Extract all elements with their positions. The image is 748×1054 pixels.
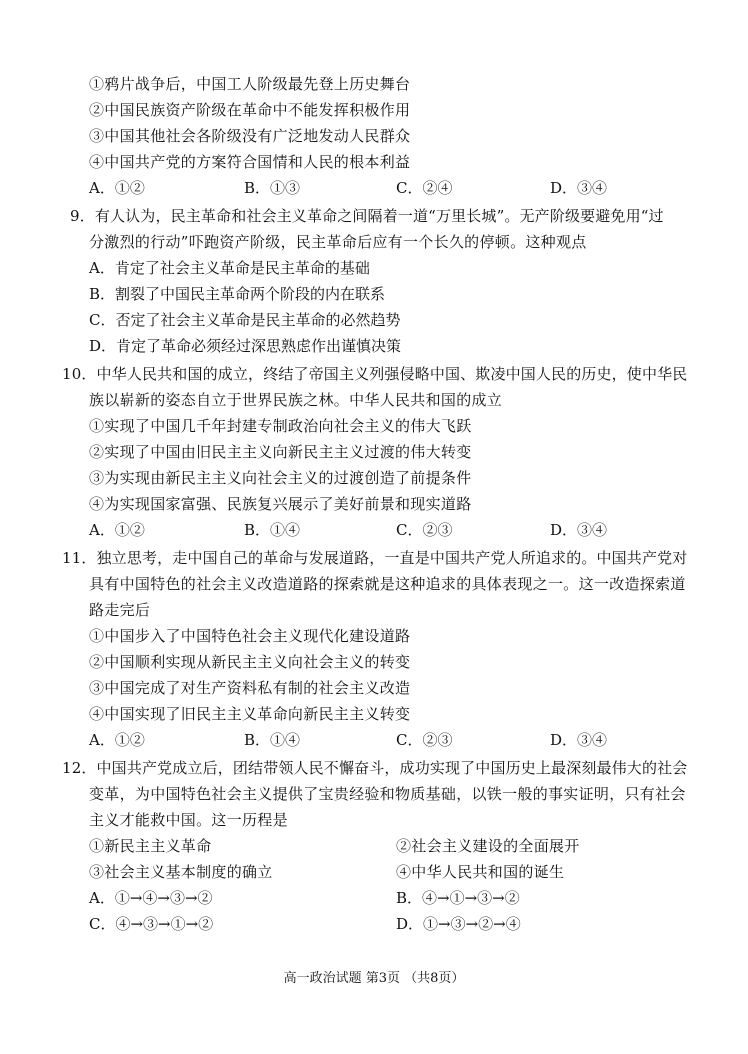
q12-stem-line-3: 主义才能救中国。这一历程是 (89, 811, 288, 829)
q11-item-1: ①中国步入了中国特色社会主义现代化建设道路 (89, 627, 411, 645)
q11-stem-line-2: 具有中国特色的社会主义改造道路的探索就是这种追求的具体表现之一。这一改造探索道 (89, 575, 686, 593)
q8-option-d: D．③④ (550, 179, 608, 197)
q9-option-a: A．肯定了社会主义革命是民主革命的基础 (89, 259, 370, 277)
q12-stem-line-1: 12．中国共产党成立后，团结带领人民不懈奋斗，成功实现了中国历史上最深刻最伟大的社会 (62, 759, 688, 777)
q11-item-2: ②中国顺利实现从新民主主义向社会主义的转变 (89, 653, 411, 671)
q10-stem-line-1: 10．中华人民共和国的成立，终结了帝国主义列强侵略中国、欺凌中国人民的历史，使中华民 (62, 365, 688, 383)
q9-option-b: B．割裂了中国民主革命两个阶段的内在联系 (89, 285, 386, 303)
page-footer: 高一政治试题 第3页 （共8页） (283, 971, 465, 986)
q12-option-b: B．④→①→③→② (396, 889, 520, 907)
q12-item-2: ②社会主义建设的全面展开 (396, 837, 580, 855)
q12-option-a: A．①→④→③→② (89, 889, 213, 907)
q8-item-3: ③中国其他社会各阶级没有广泛地发动人民群众 (89, 127, 411, 145)
q10-item-4: ④为实现国家富强、民族复兴展示了美好前景和现实道路 (89, 495, 472, 513)
q11-stem-line-3: 路走完后 (89, 601, 151, 619)
q10-stem-line-2: 族以崭新的姿态自立于世界民族之林。中华人民共和国的成立 (89, 391, 503, 409)
q8-item-2: ②中国民族资产阶级在革命中不能发挥积极作用 (89, 101, 411, 119)
q12-option-d: D．①→③→②→④ (396, 915, 521, 933)
q10-item-1: ①实现了中国几千年封建专制政治向社会主义的伟大飞跃 (89, 417, 472, 435)
q11-option-a: A．①② (89, 731, 145, 749)
q8-option-c: C．②④ (396, 179, 453, 197)
q8-option-b: B．①③ (244, 179, 301, 197)
q12-item-4: ④中华人民共和国的诞生 (396, 863, 565, 881)
q12-stem-line-2: 变革，为中国特色社会主义提供了宝贵经验和物质基础，以铁一般的事实证明，只有社会 (89, 785, 686, 803)
q12-item-1: ①新民主主义革命 (89, 837, 212, 855)
q8-item-1: ①鸦片战争后，中国工人阶级最先登上历史舞台 (89, 75, 411, 93)
q10-option-c: C．②③ (396, 521, 453, 539)
q8-item-4: ④中国共产党的方案符合国情和人民的根本利益 (89, 153, 411, 171)
q11-option-d: D．③④ (550, 731, 608, 749)
q11-item-4: ④中国实现了旧民主主义革命向新民主主义转变 (89, 705, 411, 723)
q12-item-3: ③社会主义基本制度的确立 (89, 863, 273, 881)
q10-option-b: B．①④ (244, 521, 301, 539)
q10-option-a: A．①② (89, 521, 145, 539)
q9-stem-line-2: 分激烈的行动”吓跑资产阶级，民主革命后应有一个长久的停顿。这种观点 (89, 233, 587, 251)
q12-option-c: C．④→③→①→② (89, 915, 214, 933)
q11-item-3: ③中国完成了对生产资料私有制的社会主义改造 (89, 679, 411, 697)
q10-item-2: ②实现了中国由旧民主主义向新民主主义过渡的伟大转变 (89, 443, 472, 461)
q9-option-d: D．肯定了革命必须经过深思熟虑作出谨慎决策 (89, 337, 402, 355)
q10-option-d: D．③④ (550, 521, 608, 539)
q10-item-3: ③为实现由新民主主义向社会主义的过渡创造了前提条件 (89, 469, 472, 487)
q8-option-a: A．①② (89, 179, 145, 197)
q9-stem-line-1: 9．有人认为，民主革命和社会主义革命之间隔着一道“万里长城”。无产阶级要避免用“过 (70, 207, 664, 225)
q11-option-b: B．①④ (244, 731, 301, 749)
q11-stem-line-1: 11．独立思考，走中国自己的革命与发展道路，一直是中国共产党人所追求的。中国共产党对 (62, 549, 688, 567)
q11-option-c: C．②③ (396, 731, 453, 749)
q9-option-c: C．否定了社会主义革命是民主革命的必然趋势 (89, 311, 401, 329)
